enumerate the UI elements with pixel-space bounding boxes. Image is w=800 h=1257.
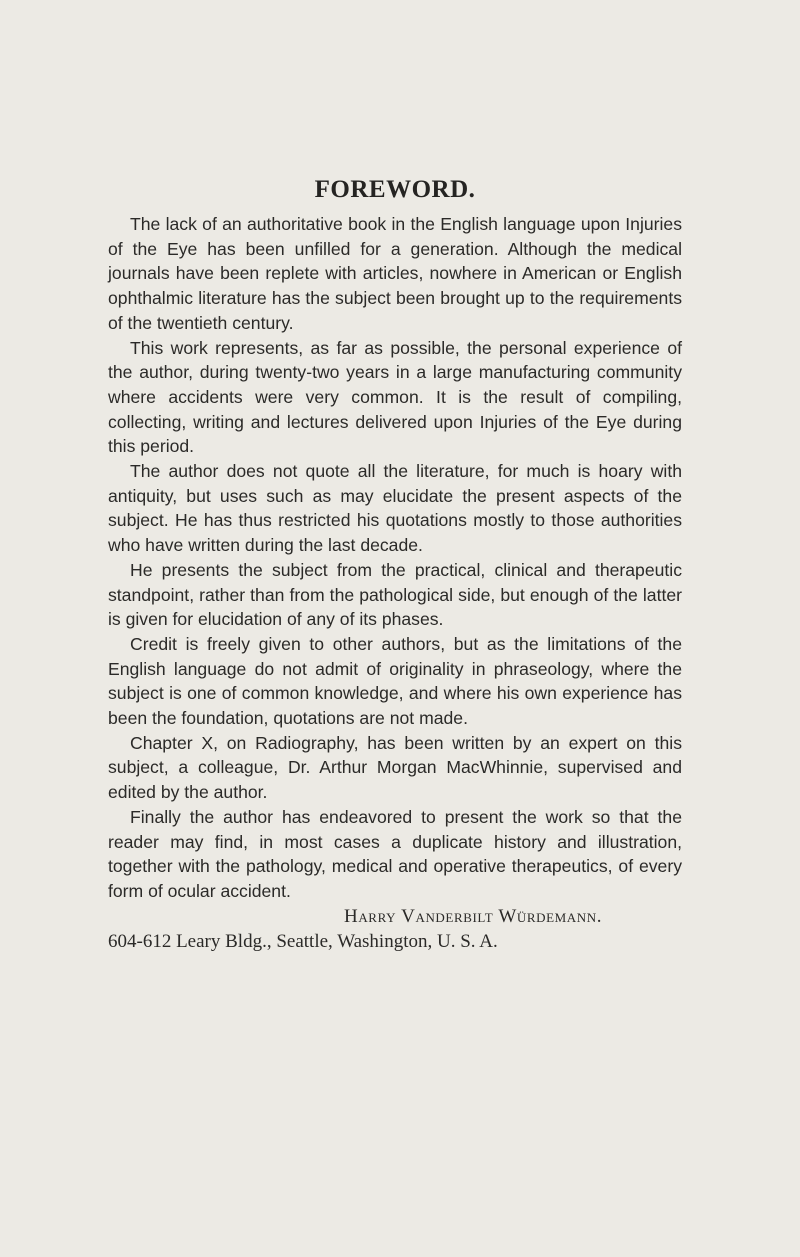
author-signature: Harry Vanderbilt Würdemann. bbox=[344, 905, 603, 927]
paragraph: The lack of an authoritative book in the English language upon Injuries of the Eye has been unfilled for a generation. Although the medical journals have been replete with articles, nowhere in American or English ophthalmic literature has the subject been brought up to the requirements of the twentieth century. bbox=[108, 214, 682, 333]
paragraph: The author does not quote all the literature, for much is hoary with antiquity, but uses such as may elucidate the present aspects of the subject. He has thus restricted his quotations mostly to those authorities who have written during the last decade. bbox=[108, 461, 682, 556]
foreword-section bbox=[108, 172, 682, 954]
paragraph: This work represents, as far as possible, the personal experience of the author, during twenty-two years in a large manufacturing community where accidents were very common. It is the result of compiling, collecting, writing and lectures delivered upon Injuries of the Eye during this period. bbox=[108, 337, 682, 457]
author-address: 604-612 Leary Bldg., Seattle, Washington, U. S. A. bbox=[108, 930, 498, 952]
paragraph: He presents the subject from the practical, clinical and therapeutic standpoint, rather than from the pathological side, but enough of the latter is given for elucidation of any of its phases. bbox=[108, 559, 682, 630]
paragraph: Chapter X, on Radiography, has been written by an expert on this subject, a colleague, Dr. Arthur Morgan MacWhinnie, supervised and edited by the author. bbox=[108, 732, 682, 803]
paragraph: Credit is freely given to other authors, but as the limitations of the English language do not admit of originality in phraseology, where the subject is one of common knowledge, and where his own experience has been the foundation, quotations are not made. bbox=[108, 633, 682, 729]
page-title: FOREWORD. bbox=[314, 176, 476, 203]
paragraph: Finally the author has endeavored to present the work so that the reader may find, in most cases a duplicate history and illustration, together with the pathology, medical and operative therapeutics, of every form of ocular accident. bbox=[108, 806, 682, 901]
